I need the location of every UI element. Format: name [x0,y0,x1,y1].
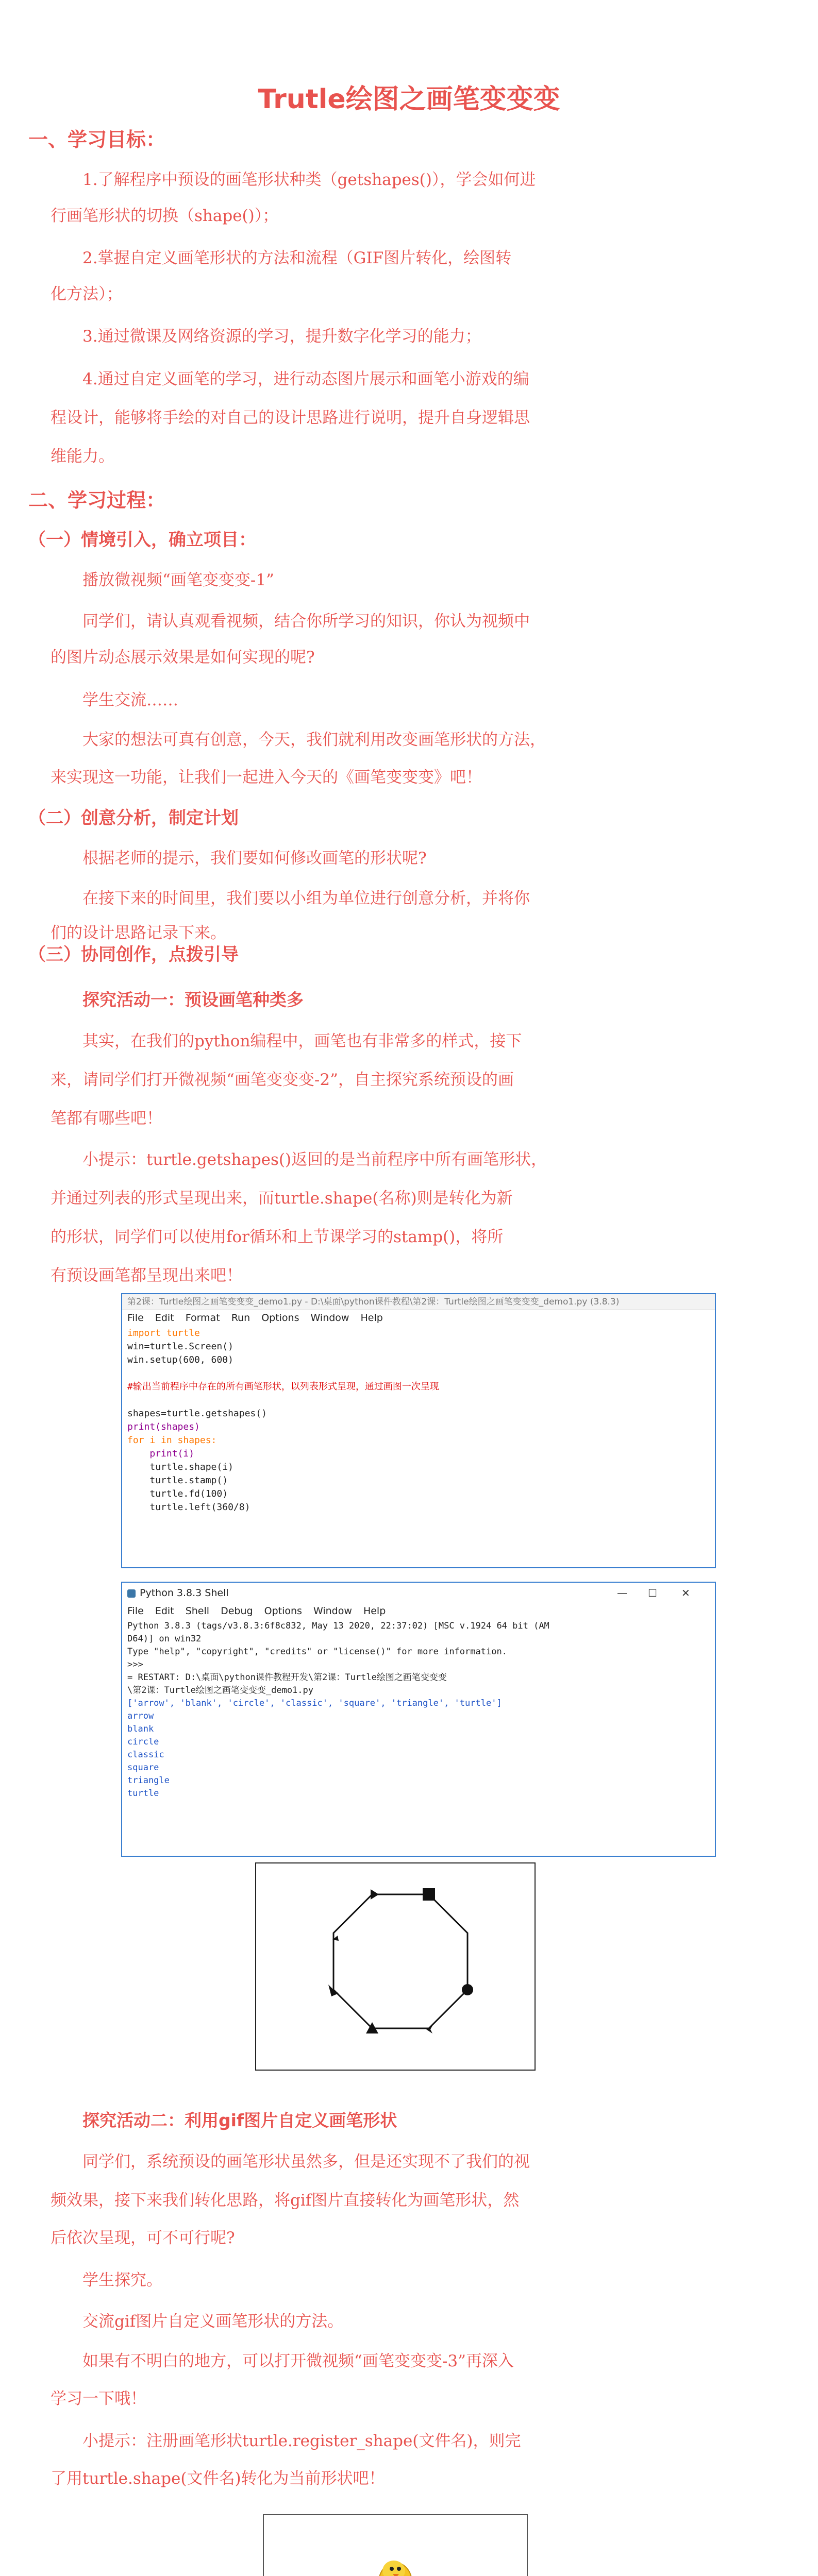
text-line: 学习一下哦！ [51,2389,146,2408]
text-line: 同学们，系统预设的画笔形状虽然多，但是还实现不了我们的视 [82,2153,530,2171]
idle-shell-window [121,1582,716,1857]
goal-line: 行画笔形状的切换（shape()）； [51,207,279,225]
subsection-heading: （二）创意分析，制定计划 [28,808,239,828]
code-line: win=turtle.Screen() [127,1341,233,1352]
code-line: win.setup(600, 600) [127,1354,233,1365]
section-heading-process: 二、学习过程： [28,489,166,512]
subsection-heading: （一）情境引入，确立项目： [28,530,256,550]
code-line: turtle.stamp() [127,1475,228,1486]
text-line: 同学们，请认真观看视频，结合你所学习的知识，你认为视频中 [82,612,530,631]
activity-heading: 探究活动二：利用gif图片自定义画笔形状 [82,2110,397,2130]
menu-run[interactable]: Run [231,1312,251,1324]
octagon-path [333,1894,468,2028]
goal-line: 程设计，能够将手绘的对自己的设计思路进行说明，提升自身逻辑思 [51,409,530,427]
code-line: print(shapes) [127,1421,200,1432]
activity-heading: 探究活动一：预设画笔种类多 [82,990,304,1010]
text-line: 们的设计思路记录下来。 [51,924,226,942]
stamp-octagon-drawing [256,1863,535,2070]
text-line: 学生探究。 [82,2271,162,2290]
goal-line: 维能力。 [51,447,114,466]
text-line: 笔都有哪些吧！ [51,1109,162,1128]
goal-line: 3.通过微课及网络资源的学习，提升数字化学习的能力； [82,327,481,346]
shell-line: \第2课：Turtle绘图之画笔变变变_demo1.py [127,1685,313,1696]
code-line: shapes=turtle.getshapes() [127,1408,267,1419]
shell-line: Type "help", "copyright", "credits" or "license()" for more information. [127,1647,507,1657]
shell-line: circle [127,1737,159,1747]
python-logo-icon [127,1589,136,1598]
menu-edit[interactable]: Edit [155,1312,174,1324]
goal-line: 4.通过自定义画笔的学习，进行动态图片展示和画笔小游戏的编 [82,370,529,388]
close-button[interactable]: ✕ [681,1587,690,1599]
code-line: turtle.left(360/8) [127,1502,251,1513]
maximize-button[interactable]: ☐ [648,1587,657,1599]
chick-icon [264,2515,527,2576]
text-line: 其实，在我们的python编程中，画笔也有非常多的样式，接下 [82,1032,522,1050]
shell-title: Python 3.8.3 Shell [140,1587,229,1599]
code-line [127,1367,710,1380]
turtle-stamp-figure [255,1862,536,2071]
editor-title-bar: 第2课：Turtle绘图之画笔变变变_demo1.py - D:\桌面\python课件教程\第2课：Turtle绘图之画笔变变变_demo1.py (3.8.3) [122,1294,715,1310]
text-line: 小提示：turtle.getshapes()返回的是当前程序中所有画笔形状， [82,1150,547,1169]
text-line: 在接下来的时间里，我们要以小组为单位进行创意分析，并将你 [82,889,530,908]
text-line: 的形状，同学们可以使用for循环和上节课学习的stamp()，将所 [51,1228,504,1246]
text-line: 交流gif图片自定义画笔形状的方法。 [82,2312,344,2331]
code-line: #输出当前程序中存在的所有画笔形状，以列表形式呈现，通过画图一次呈现 [127,1381,439,1392]
shell-line: Python 3.8.3 (tags/v3.8.3:6f8c832, May 13 2020, 22:37:02) [MSC v.1924 64 bit (AM [127,1621,549,1631]
menu-help[interactable]: Help [360,1312,383,1324]
goal-line: 1.了解程序中预设的画笔形状种类（getshapes()），学会如何进 [82,171,536,189]
shell-line: triangle [127,1775,170,1786]
shell-output-area[interactable] [122,1619,715,1801]
text-line: 的图片动态展示效果是如何实现的呢? [51,648,315,667]
shell-line: square [127,1762,159,1773]
menu-window[interactable]: Window [310,1312,349,1324]
idle-editor-window [121,1293,716,1568]
editor-menu-bar [122,1310,715,1326]
menu-options[interactable]: Options [264,1605,302,1617]
menu-format[interactable]: Format [185,1312,220,1324]
text-line: 大家的想法可真有创意，今天，我们就利用改变画笔形状的方法， [82,731,546,749]
menu-window[interactable]: Window [313,1605,352,1617]
shell-line: >>> [127,1659,143,1670]
subsection-heading: （三）协同创作，点拨引导 [28,944,239,965]
editor-code-area[interactable] [122,1326,715,1515]
text-line: 小提示：注册画笔形状turtle.register_shape(文件名)，则完 [82,2432,521,2450]
shell-line: ['arrow', 'blank', 'circle', 'classic', 'square', 'triangle', 'turtle'] [127,1698,502,1708]
text-line: 频效果，接下来我们转化思路，将gif图片直接转化为画笔形状，然 [51,2191,520,2210]
shell-line: arrow [127,1711,154,1721]
text-line: 如果有不明白的地方，可以打开微视频“画笔变变变-3”再深入 [82,2352,514,2370]
text-line: 来实现这一功能，让我们一起进入今天的《画笔变变变》吧！ [51,768,482,787]
code-line: for i in shapes: [127,1435,217,1446]
menu-file[interactable]: File [127,1312,144,1324]
code-line: print(i) [127,1448,195,1459]
shell-line: classic [127,1750,164,1760]
circle-stamp-icon [462,1984,473,1995]
text-line: 根据老师的提示，我们要如何修改画笔的形状呢? [82,849,427,868]
menu-debug[interactable]: Debug [221,1605,253,1617]
code-line: turtle.fd(100) [127,1488,228,1499]
text-line: 学生交流…… [82,691,178,709]
text-line: 播放微视频“画笔变变变-1” [82,571,274,589]
menu-shell[interactable]: Shell [185,1605,210,1617]
code-line [127,1394,710,1407]
code-line: import turtle [127,1328,200,1338]
shell-line: D64)] on win32 [127,1634,202,1644]
shell-title-bar [122,1583,715,1603]
menu-file[interactable]: File [127,1605,144,1617]
goal-line: 2.掌握自定义画笔形状的方法和流程（GIF图片转化，绘图转 [82,249,512,267]
page-title: Trutle绘图之画笔变变变 [258,84,560,115]
text-line: 并通过列表的形式呈现出来，而turtle.shape(名称)则是转化为新 [51,1189,513,1208]
arrow-stamp-icon [371,1889,379,1900]
menu-edit[interactable]: Edit [155,1605,174,1617]
shell-line: = RESTART: D:\桌面\python课件教程开发\第2课：Turtle绘图之画笔变变变 [127,1672,447,1683]
gif-shape-figure [263,2514,528,2576]
text-line: 来，请同学们打开微视频“画笔变变变-2”，自主探究系统预设的画 [51,1071,514,1089]
goal-line: 化方法）； [51,285,123,303]
shell-menu-bar [122,1603,715,1619]
text-line: 了用turtle.shape(文件名)转化为当前形状吧！ [51,2469,385,2488]
shell-line: turtle [127,1788,159,1799]
shell-line: blank [127,1724,154,1734]
text-line: 有预设画笔都呈现出来吧！ [51,1266,242,1285]
menu-help[interactable]: Help [363,1605,386,1617]
square-stamp-icon [423,1888,435,1901]
minimize-button[interactable]: — [617,1587,627,1599]
section-heading-goals: 一、学习目标： [28,128,166,151]
menu-options[interactable]: Options [261,1312,299,1324]
code-line: turtle.shape(i) [127,1462,233,1472]
text-line: 后依次呈现，可不可行呢? [51,2229,235,2247]
